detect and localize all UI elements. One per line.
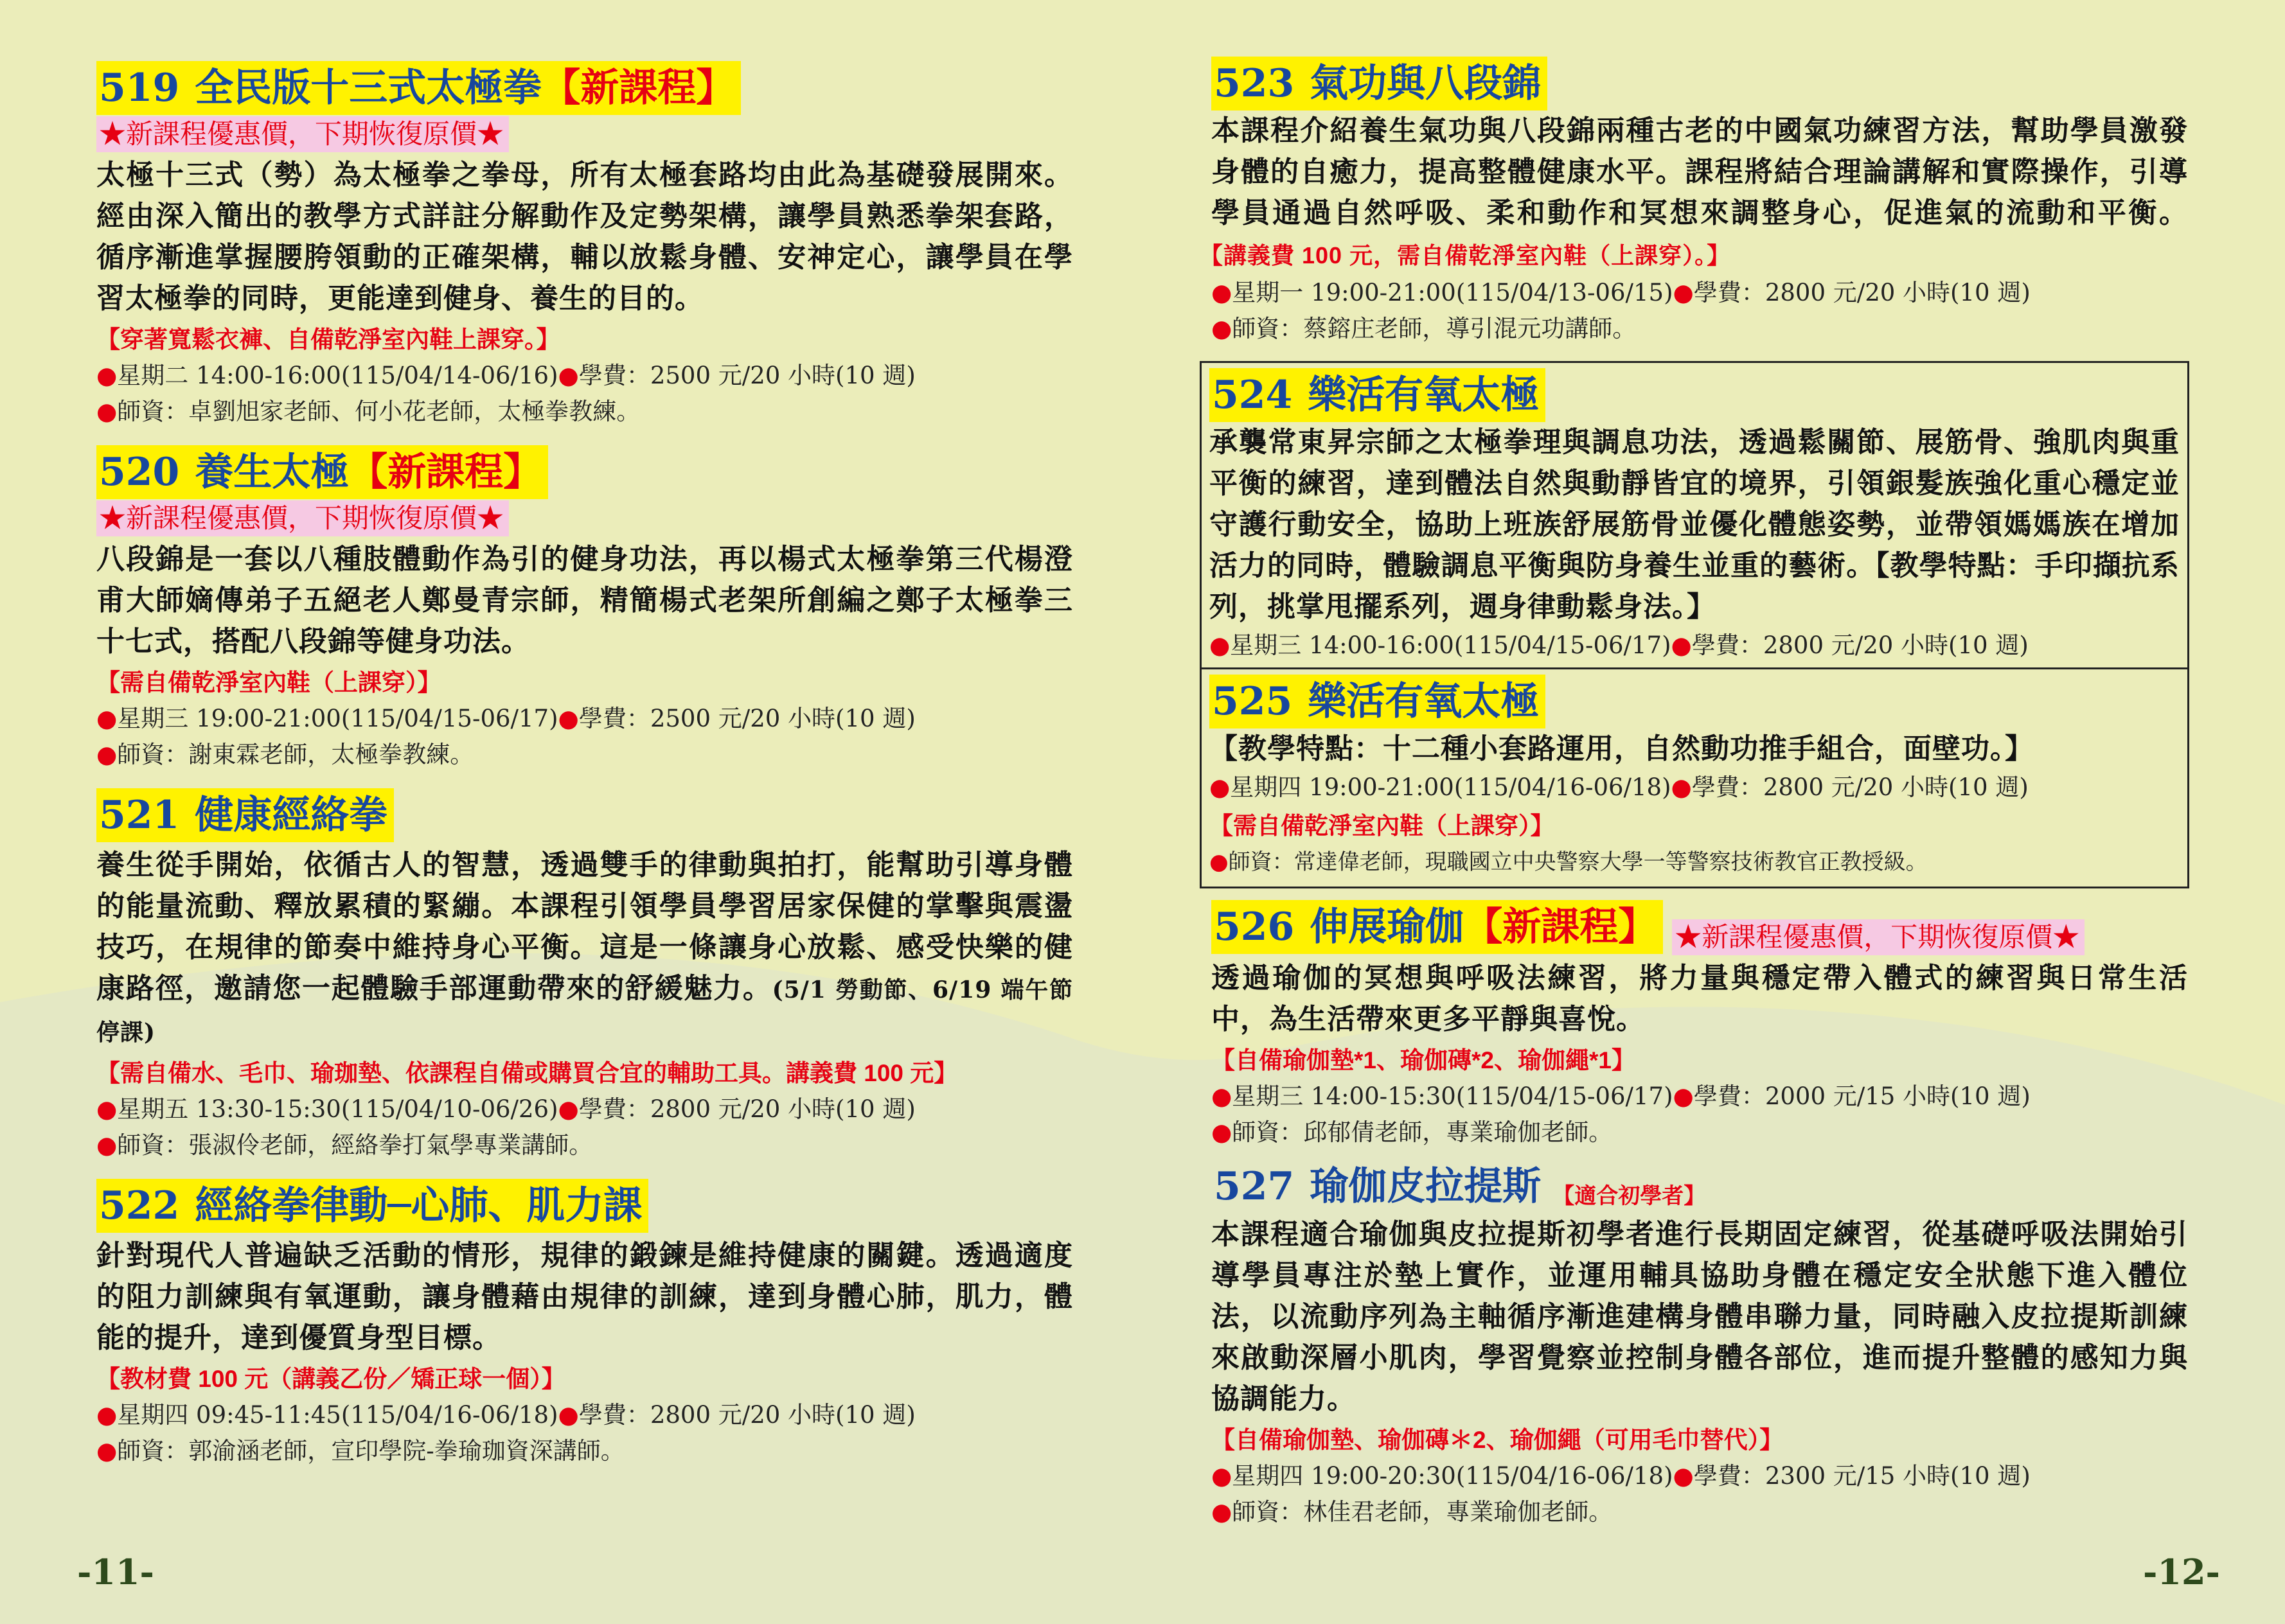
course-name: 健康經絡拳 xyxy=(195,793,388,838)
course-note: 【需自備乾淨室內鞋（上課穿）】 xyxy=(1209,813,1554,839)
new-course-tag: 【新課程】 xyxy=(1464,905,1657,949)
course-teacher: ●師資：卓劉旭家老師、何小花老師，太極拳教練。 xyxy=(96,398,641,425)
course-note: 【需自備乾淨室內鞋（上課穿）】 xyxy=(96,669,441,696)
course-note: 【自備瑜伽墊、瑜伽磚＊2、瑜伽繩（可用毛巾替代）】 xyxy=(1211,1427,1784,1453)
course-title xyxy=(1211,1160,1547,1214)
page-number-right: -12- xyxy=(2143,1551,2220,1593)
bullet-dot: ● xyxy=(96,1437,118,1465)
course-teacher: ●師資：蔡鎔庄老師，導引混元功講師。 xyxy=(1211,315,1637,342)
bullet-dot: ● xyxy=(96,1095,118,1123)
course-schedule: ●星期四 09:45-11:45(115/04/16-06/18)●學費：2800 元/20 小時(10 週) xyxy=(96,1401,916,1429)
course-schedule: ●星期五 13:30-15:30(115/04/10-06/26)●學費：2800 元/20 小時(10 週) xyxy=(96,1095,916,1123)
course-title-row xyxy=(1211,900,2188,955)
course-description: 【教學特點：十二種小套路運用，自然動功推手組合，面壁功。】 xyxy=(1209,732,2034,765)
boxed-course-group xyxy=(1200,361,2189,888)
course-description: 養生從手開始，依循古人的智慧，透過雙手的律動與拍打，能幫助引導身體的能量流動、釋放累積的緊繃。本課程引領學員學習居家保健的掌擊與震盪技巧，在規律的節奏中維持身心平衡。這是一條讓身心放鬆、感受快樂的健康路徑，邀請您一起體驗手部運動帶來的舒緩魅力。(5/1 勞動節、6/19 端午節停課) xyxy=(96,849,1073,1046)
bullet-dot: ● xyxy=(1211,1462,1232,1490)
level-tag: 【適合初學者】 xyxy=(1552,1184,1706,1208)
bullet-dot: ● xyxy=(96,398,118,425)
course-teacher: ●師資：林佳君老師，專業瑜伽老師。 xyxy=(1211,1498,1613,1526)
course-name: 氣功與八段錦 xyxy=(1310,61,1542,106)
course-521 xyxy=(96,788,1073,1163)
bullet-dot: ● xyxy=(1673,1462,1694,1490)
bullet-dot: ● xyxy=(1209,849,1229,875)
course-522 xyxy=(96,1179,1073,1469)
new-course-tag: 【新課程】 xyxy=(542,66,735,110)
course-fee: 學費：2000 元/15 小時(10 週) xyxy=(1693,1082,2031,1110)
promo-badge: ★新課程優惠價，下期恢復原價★ xyxy=(96,116,509,152)
course-524 xyxy=(1209,368,2180,667)
bullet-dot: ● xyxy=(96,705,118,732)
course-description: 承襲常東昇宗師之太極拳理與調息功法，透過鬆關節、展筋骨、強肌肉與重平衡的練習，達到體法自然與動靜皆宜的境界，引領銀髮族強化重心穩定並守護行動安全，協助上班族舒展筋骨並優化體態姿勢，並帶領媽媽族在增加活力的同時，體驗調息平衡與防身養生並重的藝術。【教學特點：手印擷抗系列，挑掌甩擺系列，週身律動鬆身法。】 xyxy=(1209,426,2180,623)
course-526 xyxy=(1211,900,2188,1151)
bullet-dot: ● xyxy=(1673,1082,1694,1110)
course-title-row xyxy=(1211,1160,2188,1215)
course-number: 525 xyxy=(1212,679,1293,724)
course-title xyxy=(1211,900,1663,954)
promo-badge: ★新課程優惠價，下期恢復原價★ xyxy=(1672,919,2085,955)
course-schedule: ●星期三 14:00-16:00(115/04/15-06/17)●學費：2800 元/20 小時(10 週) xyxy=(1209,631,2029,659)
course-title xyxy=(96,61,741,115)
bullet-dot: ● xyxy=(558,705,579,732)
course-title xyxy=(96,788,394,842)
course-fee: 學費：2300 元/15 小時(10 週) xyxy=(1693,1462,2031,1490)
course-number: 526 xyxy=(1214,905,1295,949)
course-number: 522 xyxy=(99,1183,180,1228)
course-523 xyxy=(1211,57,2188,347)
bullet-dot: ● xyxy=(96,741,118,768)
course-title xyxy=(1209,675,1545,728)
right-page xyxy=(1211,57,2188,1530)
course-fee: 學費：2500 元/20 小時(10 週) xyxy=(578,705,916,732)
course-description: 太極十三式（勢）為太極拳之拳母，所有太極套路均由此為基礎發展開來。經由深入簡出的教學方式詳註分解動作及定勢架構，讓學員熟悉拳架套路，循序漸進掌握腰胯領動的正確架構，輔以放鬆身體、安神定心，讓學員在學習太極拳的同時，更能達到健身、養生的目的。 xyxy=(96,159,1073,315)
course-525 xyxy=(1202,667,2187,880)
course-note: 【穿著寬鬆衣褲、自備乾淨室內鞋上課穿。】 xyxy=(96,326,560,353)
course-schedule: ●星期四 19:00-20:30(115/04/16-06/18)●學費：2300 元/15 小時(10 週) xyxy=(1211,1462,2031,1490)
course-title xyxy=(96,1179,648,1233)
course-fee: 學費：2800 元/20 小時(10 週) xyxy=(578,1095,916,1123)
course-schedule: ●星期二 14:00-16:00(115/04/14-06/16)●學費：2500 元/20 小時(10 週) xyxy=(96,362,916,389)
bullet-dot: ● xyxy=(1211,279,1232,306)
course-name: 伸展瑜伽 xyxy=(1310,905,1464,949)
course-teacher: ●師資：邱郁倩老師，專業瑜伽老師。 xyxy=(1211,1118,1613,1146)
course-name: 樂活有氧太極 xyxy=(1308,679,1540,724)
course-519 xyxy=(96,61,1073,430)
course-description: 針對現代人普遍缺乏活動的情形，規律的鍛鍊是維持健康的關鍵。透過適度的阻力訓練與有氧運動，讓身體藉由規律的訓練，達到身體心肺，肌力，體能的提升，達到優質身型目標。 xyxy=(96,1239,1073,1354)
course-note: 【教材費 100 元（講義乙份／矯正球一個）】 xyxy=(96,1366,565,1392)
bullet-dot: ● xyxy=(1673,279,1694,306)
course-schedule: ●星期一 19:00-21:00(115/04/13-06/15)●學費：2800 元/20 小時(10 週) xyxy=(1211,279,2031,306)
course-title xyxy=(1209,368,1545,422)
course-number: 527 xyxy=(1214,1163,1295,1209)
course-fee: 學費：2800 元/20 小時(10 週) xyxy=(578,1401,916,1429)
course-number: 519 xyxy=(99,66,180,110)
course-teacher: ●師資：謝東霖老師，太極拳教練。 xyxy=(96,741,474,768)
bullet-dot: ● xyxy=(1209,773,1231,801)
course-description: 透過瑜伽的冥想與呼吸法練習，將力量與穩定帶入體式的練習與日常生活中，為生活帶來更多平靜與喜悅。 xyxy=(1211,961,2188,1036)
course-name: 養生太極 xyxy=(195,450,350,495)
bullet-dot: ● xyxy=(96,362,118,389)
course-title xyxy=(1211,57,1547,110)
bullet-dot: ● xyxy=(1211,1498,1232,1526)
course-description: 八段錦是一套以八種肢體動作為引的健身功法，再以楊式太極拳第三代楊澄甫大師嫡傳弟子五絕老人鄭曼青宗師，精簡楊式老架所創編之鄭子太極拳三十七式，搭配八段錦等健身功法。 xyxy=(96,543,1073,658)
bullet-dot: ● xyxy=(558,1401,579,1429)
course-description: 本課程適合瑜伽與皮拉提斯初學者進行長期固定練習，從基礎呼吸法開始引導學員專注於墊上實作，並運用輔具協助身體在穩定安全狀態下進入體位法，以流動序列為主軸循序漸進建構身體串聯力量，同時融入皮拉提斯訓練來啟動深層小肌肉，學習覺察並控制身體各部位，進而提升整體的感知力與協調能力。 xyxy=(1211,1218,2188,1415)
course-teacher: ●師資：張淑伶老師，經絡拳打氣學專業講師。 xyxy=(96,1131,593,1159)
course-number: 524 xyxy=(1212,373,1293,418)
bullet-dot: ● xyxy=(1211,1118,1232,1146)
course-teacher: ●師資：郭渝涵老師，宣印學院-拳瑜珈資深講師。 xyxy=(96,1437,625,1465)
bullet-dot: ● xyxy=(558,1095,579,1123)
course-fee: 學費：2800 元/20 小時(10 週) xyxy=(1691,773,2029,801)
course-name: 經絡拳律動─心肺、肌力課 xyxy=(195,1183,643,1228)
bullet-dot: ● xyxy=(1671,631,1692,659)
course-number: 520 xyxy=(99,450,180,495)
course-fee: 學費：2800 元/20 小時(10 週) xyxy=(1693,279,2031,306)
bullet-dot: ● xyxy=(1209,631,1231,659)
course-schedule: ●星期三 14:00-15:30(115/04/15-06/17)●學費：2000 元/15 小時(10 週) xyxy=(1211,1082,2031,1110)
course-fee: 學費：2500 元/20 小時(10 週) xyxy=(578,362,916,389)
holiday-note: (5/1 勞動節、6/19 端午節停課) xyxy=(96,976,1073,1046)
course-name: 瑜伽皮拉提斯 xyxy=(1310,1163,1542,1209)
course-schedule: ●星期四 19:00-21:00(115/04/16-06/18)●學費：2800 元/20 小時(10 週) xyxy=(1209,773,2029,801)
course-note: 【自備瑜伽墊*1、瑜伽磚*2、瑜伽繩*1】 xyxy=(1211,1046,1635,1073)
bullet-dot: ● xyxy=(1671,773,1692,801)
course-description: 本課程介紹養生氣功與八段錦兩種古老的中國氣功練習方法，幫助學員激發身體的自癒力，提高整體健康水平。課程將結合理論講解和實際操作，引導學員通過自然呼吸、柔和動作和冥想來調整身心，促進氣的流動和平衡。【講義費 100 元，需自備乾淨室內鞋（上課穿）。】 xyxy=(1211,114,2188,269)
promo-badge: ★新課程優惠價，下期恢復原價★ xyxy=(96,500,509,536)
course-527 xyxy=(1211,1160,2188,1531)
bullet-dot: ● xyxy=(558,362,579,389)
bullet-dot: ● xyxy=(1211,1082,1232,1110)
course-fee: 學費：2800 元/20 小時(10 週) xyxy=(1691,631,2029,659)
new-course-tag: 【新課程】 xyxy=(349,450,542,495)
bullet-dot: ● xyxy=(1211,315,1232,342)
bullet-dot: ● xyxy=(96,1131,118,1159)
course-name: 全民版十三式太極拳 xyxy=(195,66,542,110)
course-name: 樂活有氧太極 xyxy=(1308,373,1540,418)
course-schedule: ●星期三 19:00-21:00(115/04/15-06/17)●學費：2500 元/20 小時(10 週) xyxy=(96,705,916,732)
course-note: 【講義費 100 元，需自備乾淨室內鞋（上課穿）。】 xyxy=(1211,242,1731,269)
bullet-dot: ● xyxy=(96,1401,118,1429)
course-note: 【需自備水、毛巾、瑜珈墊、依課程自備或購買合宜的輔助工具。講義費 100 元】 xyxy=(96,1060,958,1086)
course-number: 523 xyxy=(1214,61,1295,106)
course-teacher: ●師資：常達偉老師，現職國立中央警察大學一等警察技術教官正教授級。 xyxy=(1209,849,1928,875)
course-520 xyxy=(96,445,1073,773)
page-number-left: -11- xyxy=(77,1551,154,1593)
course-number: 521 xyxy=(99,793,180,838)
course-title xyxy=(96,445,548,499)
left-page xyxy=(96,61,1073,1469)
